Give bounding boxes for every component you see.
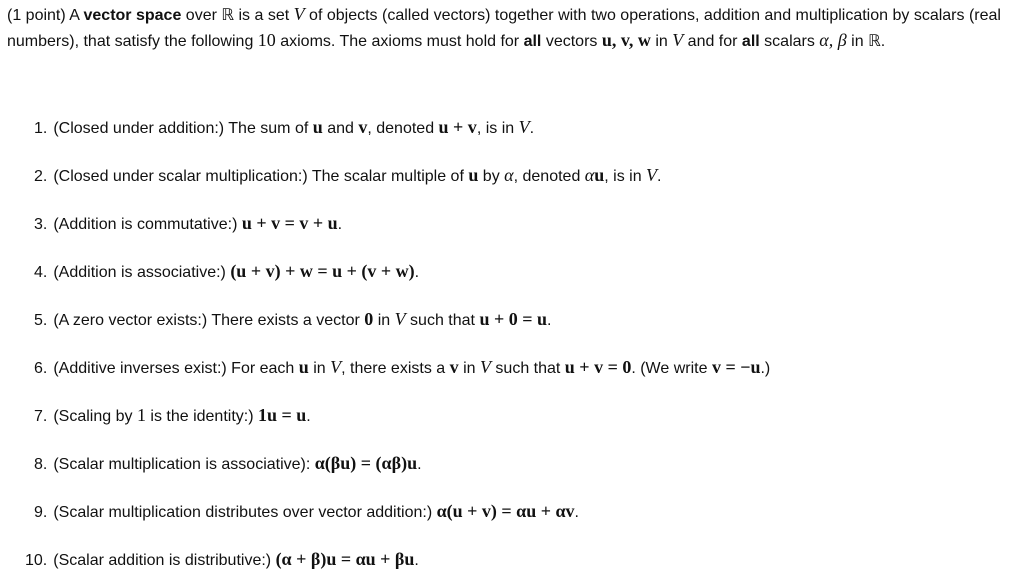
problem-intro: [7, 2, 1019, 54]
math-expr: 0: [364, 309, 374, 329]
math-expr: V: [646, 165, 658, 185]
axiom-text: (Addition is associative:): [53, 264, 231, 281]
axiom-text: (Scaling by: [53, 408, 137, 425]
intro-text: vectors: [541, 33, 602, 50]
defined-term: vector space: [83, 7, 182, 24]
axiom-text: is the identity:): [145, 408, 258, 425]
points-label: (1 point) A: [7, 7, 80, 24]
math-expr: u: [298, 357, 309, 377]
math-expr: 1: [136, 405, 146, 425]
math-expr: u + v = v + u: [241, 213, 338, 233]
math-expr: v: [358, 117, 368, 137]
math-expr: V: [479, 357, 491, 377]
axiom-text: (Closed under scalar multiplication:) The scalar multiple of: [53, 168, 469, 185]
axiom-text: , denoted: [367, 120, 439, 137]
emphasis-all: all: [741, 33, 760, 50]
intro-text: and for: [683, 33, 742, 50]
axiom-number: 1.: [34, 120, 48, 137]
axiom-number: 7.: [34, 408, 48, 425]
axiom-text: .: [529, 120, 535, 137]
axiom-item: [34, 164, 662, 188]
math-expr: u + v: [438, 117, 477, 137]
axiom-text: in: [308, 360, 331, 377]
math-expr: 1u = u: [257, 405, 307, 425]
axiom-number: 9.: [34, 504, 48, 521]
axiom-number: 10.: [25, 552, 48, 569]
axiom-number: 8.: [34, 456, 48, 473]
intro-text: scalars: [759, 33, 820, 50]
axiom-text: .: [414, 264, 420, 281]
math-expr: u: [468, 165, 479, 185]
math-expr: α(u + v) = αu + αv: [436, 501, 575, 521]
math-expr: u: [312, 117, 323, 137]
intro-text: .: [880, 33, 886, 50]
axiom-text: .: [414, 552, 419, 569]
axiom-text: in: [373, 312, 395, 329]
axiom-text: .): [760, 360, 771, 377]
axiom-text: , is in: [604, 168, 647, 185]
axiom-text: , there exists a: [341, 360, 450, 377]
axiom-text: , denoted: [513, 168, 585, 185]
reals-symbol: ℝ: [868, 31, 881, 50]
axiom-text: in: [458, 360, 480, 377]
axiom-text: such that: [405, 312, 480, 329]
intro-text: in: [846, 33, 869, 50]
axiom-text: . (We write: [631, 360, 712, 377]
math-expr: u: [594, 165, 605, 185]
math-expr: v: [449, 357, 459, 377]
math-expr: V: [330, 357, 342, 377]
axiom-item: [25, 548, 419, 572]
emphasis-all: all: [523, 33, 542, 50]
axiom-number: 3.: [34, 216, 48, 233]
math-expr: (u + v) + w = u + (v + w): [230, 261, 415, 281]
axiom-item: [34, 500, 579, 524]
axiom-text: , is in: [476, 120, 519, 137]
math-expr: α: [584, 165, 595, 185]
axiom-text: (Additive inverses exist:) For each: [53, 360, 299, 377]
math-expr: u + 0 = u: [479, 309, 547, 329]
axiom-text: such that: [490, 360, 565, 377]
axiom-text: (A zero vector exists:) There exists a vector: [53, 312, 365, 329]
axiom-number: 6.: [34, 360, 48, 377]
axiom-number: 2.: [34, 168, 48, 185]
axiom-count: 10: [257, 30, 276, 50]
intro-text: axioms. The axioms must hold for: [275, 33, 524, 50]
axiom-item: [34, 404, 311, 428]
intro-text: over: [181, 7, 222, 24]
math-expr: v = −u: [711, 357, 761, 377]
axiom-text: (Closed under addition:) The sum of: [53, 120, 313, 137]
reals-symbol: ℝ: [221, 5, 235, 24]
axiom-item: [34, 116, 534, 140]
math-expr: α: [504, 165, 514, 185]
scalar-symbols: α, β: [819, 30, 847, 50]
math-expr: V: [518, 117, 530, 137]
axiom-text: (Scalar multiplication is associative):: [53, 456, 315, 473]
axiom-text: .: [417, 456, 422, 473]
axiom-text: .: [657, 168, 662, 185]
axiom-text: .: [546, 312, 552, 329]
axiom-text: .: [306, 408, 311, 425]
axiom-item: [34, 308, 551, 332]
axiom-item: [34, 212, 342, 236]
axiom-text: .: [574, 504, 579, 521]
axiom-item: [34, 356, 770, 380]
axiom-number: 5.: [34, 312, 48, 329]
axiom-item: [34, 452, 422, 476]
axiom-text: (Scalar addition is distributive:): [53, 552, 276, 569]
axiom-item: [34, 260, 419, 284]
intro-text: is a set: [234, 7, 294, 24]
axiom-text: (Addition is commutative:): [53, 216, 242, 233]
vector-symbols: u, v, w: [601, 30, 651, 50]
set-symbol: V: [293, 4, 305, 24]
axiom-text: and: [322, 120, 359, 137]
intro-text: in: [650, 33, 673, 50]
axiom-text: .: [337, 216, 343, 233]
math-expr: α(βu) = (αβ)u: [314, 453, 418, 473]
axiom-text: by: [478, 168, 505, 185]
math-expr: V: [394, 309, 406, 329]
math-expr: u + v = 0: [564, 357, 632, 377]
math-expr: (α + β)u = αu + βu: [275, 549, 415, 569]
axiom-number: 4.: [34, 264, 48, 281]
axiom-text: (Scalar multiplication distributes over vector addition:): [53, 504, 437, 521]
set-symbol: V: [672, 30, 684, 50]
intro-text: of objects (called vectors) together with two operations, addition and multiplication by scalars (real numbers), that satisfy the following: [7, 7, 1001, 50]
